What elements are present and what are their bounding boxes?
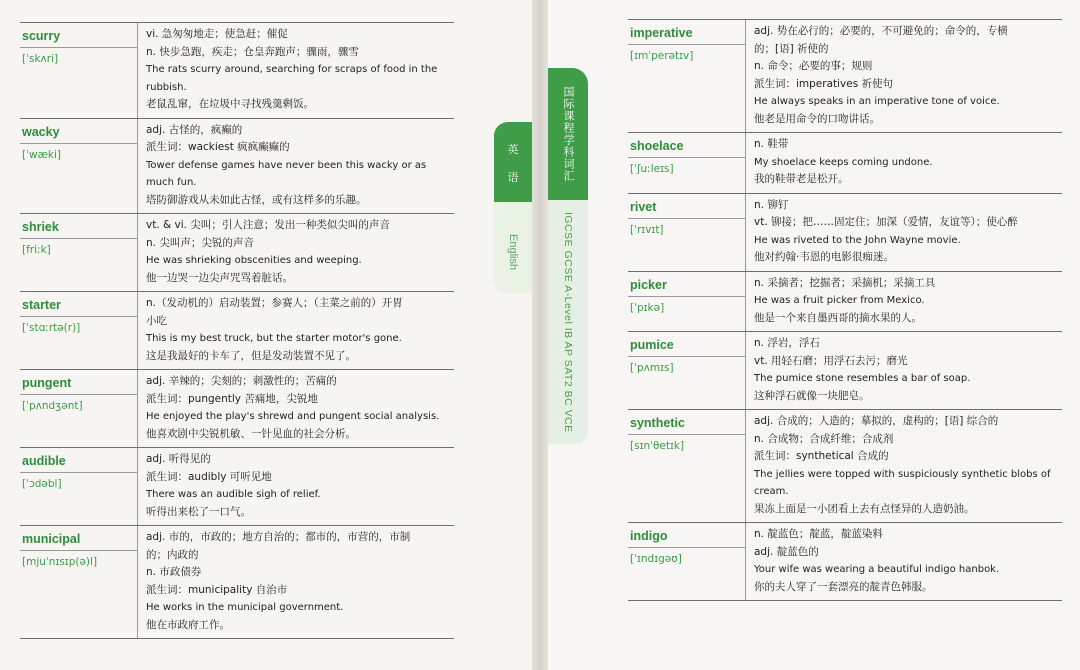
vocab-definition (138, 214, 454, 291)
english-section-tab (494, 122, 532, 294)
vocab-word: audible (22, 454, 66, 468)
definition-line: 的；[语] 祈使的 (754, 42, 829, 55)
tab-char-1: 英 (507, 143, 519, 156)
vocab-phonetic: [ˈrɪvɪt] (630, 223, 664, 236)
example-sentence-line: cream. (754, 486, 789, 497)
vocab-phonetic: [ˈstɑːrtə(r)] (22, 322, 81, 334)
vocab-definition (746, 332, 1062, 409)
vocab-headword-cell (628, 133, 746, 193)
vocab-headword-cell (20, 526, 138, 638)
vocab-word: rivet (630, 199, 657, 214)
definition-line: 的；内政的 (146, 548, 199, 561)
vocab-entry (628, 193, 1062, 271)
vocab-headword-cell (628, 332, 746, 409)
vocab-word: picker (630, 277, 667, 292)
vocab-definition (138, 119, 454, 214)
vocab-entry (20, 369, 454, 447)
vocab-entry (628, 19, 1062, 132)
definition-line: 他老是用命令的口吻讲话。 (754, 112, 880, 125)
vocab-word: indigo (630, 529, 668, 543)
curriculum-tab-title: 国际课程学科词汇 (548, 68, 588, 200)
vocab-headword-cell (20, 23, 138, 118)
example-sentence-line: He enjoyed the play's shrewd and pungent social analysis. (146, 411, 440, 422)
vocab-headword-cell (628, 523, 746, 600)
definition-line: adj. 市的，市政的；地方自治的；都市的，市营的，市制 (146, 531, 411, 543)
vocab-word: pumice (630, 338, 674, 352)
definition-line: vi. 急匆匆地走；使急赶；催促 (146, 28, 288, 40)
vocab-entry (20, 118, 454, 214)
vocab-phonetic: [mjuˈnɪsɪp(ə)l] (22, 556, 98, 568)
vocab-phonetic: [ˈskʌri] (22, 53, 59, 65)
definition-line: 派生词：synthetical 合成的 (754, 450, 889, 462)
vocab-definition (138, 448, 454, 525)
definition-line: 听得出来松了一口气。 (146, 505, 251, 518)
english-tab-label: English (507, 233, 519, 271)
definition-line: adj. 听得见的 (146, 453, 211, 465)
vocab-phonetic: [ˈɪndɪgəʊ] (630, 553, 682, 565)
tab-char-2: 语 (507, 171, 519, 184)
example-sentence-line: The rats scurry around, searching for scraps of food in the (146, 64, 438, 75)
definition-line: n. 命令；必要的事；规则 (754, 60, 873, 72)
example-sentence-line: My shoelace keeps coming undone. (754, 156, 933, 168)
vocab-word: pungent (22, 376, 72, 390)
definition-line: 老鼠乱窜，在垃圾中寻找残羹剩饭。 (146, 98, 314, 110)
vocab-word: starter (22, 298, 61, 312)
definition-line: 这是我最好的卡车了，但是发动装置不见了。 (146, 349, 356, 362)
definition-line: 他是一个来自墨西哥的摘水果的人。 (754, 311, 922, 324)
vocab-headword-cell (628, 410, 746, 522)
left-vocabulary-list (20, 22, 454, 639)
vocab-entry (20, 22, 454, 118)
definition-line: 他喜欢剧中尖锐机敏、一针见血的社会分析。 (146, 427, 356, 440)
definition-line: n. 采摘者；挖掘者；采摘机；采摘工具 (754, 276, 936, 289)
vocab-definition (746, 20, 1062, 132)
definition-line: n. 快步急跑，疾走；仓皇奔跑声；骤雨，骤雪 (146, 45, 359, 58)
definition-line: 派生词：imperatives 祈使句 (754, 77, 894, 90)
vocab-headword-cell (628, 194, 746, 271)
definition-line: n. 市政债券 (146, 566, 202, 578)
vocab-definition (138, 23, 454, 118)
example-sentence-line: Tower defense games have never been this wacky or as (146, 159, 427, 171)
example-sentence-line: rubbish. (146, 81, 187, 93)
vocab-phonetic: [ˈpʌndʒənt] (22, 400, 83, 412)
definition-line: n. 合成物；合成纤维；合成剂 (754, 432, 894, 445)
vocab-word: shriek (22, 220, 59, 234)
vocab-definition (746, 194, 1062, 271)
definition-line: 派生词：pungently 苦痛地，尖锐地 (146, 392, 318, 405)
example-sentence-line: Your wife was wearing a beautiful indigo hanbok. (754, 564, 1000, 575)
vocab-entry (20, 525, 454, 639)
example-sentence-line: The jellies were topped with suspiciously synthetic blobs of (754, 468, 1051, 480)
example-sentence-line: He was a fruit picker from Mexico. (754, 295, 925, 306)
definition-line: vt. 铆接；把……固定住；加深（爱情，友谊等）；使心醉 (754, 216, 1018, 228)
vocab-word: synthetic (630, 416, 685, 430)
vocab-definition (746, 410, 1062, 522)
example-sentence-line: There was an audible sigh of relief. (146, 489, 321, 500)
vocab-definition (746, 523, 1062, 600)
definition-line: adj. 靛蓝色的 (754, 545, 819, 558)
vocab-entry (628, 409, 1062, 522)
definition-line: vt. & vi. 尖叫；引人注意；发出一种类似尖叫的声音 (146, 219, 390, 231)
definition-line: n. 浮岩，浮石 (754, 337, 820, 349)
vocab-phonetic: [ˈʃuːleɪs] (630, 163, 674, 175)
vocab-entry (20, 291, 454, 369)
vocab-headword-cell (628, 20, 746, 132)
vocab-word: municipal (22, 532, 81, 546)
vocab-definition (138, 370, 454, 447)
vocab-definition (746, 133, 1062, 193)
book-gutter (532, 0, 548, 670)
definition-line: 小吃 (146, 314, 167, 327)
vocab-word: wacky (22, 124, 60, 139)
definition-line: n. 靛蓝色；靛蓝，靛蓝染料 (754, 528, 883, 540)
vocab-entry (628, 271, 1062, 332)
example-sentence-line: He always speaks in an imperative tone of voice. (754, 96, 1000, 107)
vocab-entry (20, 213, 454, 291)
example-sentence-line: This is my best truck, but the starter motor's gone. (146, 333, 402, 344)
example-sentence-line: He was riveted to the John Wayne movie. (754, 234, 961, 246)
vocab-word: scurry (22, 29, 61, 43)
definition-line: n.（发动机的）启动装置；参赛人；（主菜之前的）开胃 (146, 297, 403, 309)
vocab-entry (20, 447, 454, 525)
definition-line: adj. 古怪的，疯癫的 (146, 123, 243, 136)
example-sentence-line: He was shrieking obscenities and weeping. (146, 255, 362, 266)
vocab-definition (138, 292, 454, 369)
definition-line: 他在市政府工作。 (146, 618, 230, 631)
english-tab-chinese-label (494, 122, 532, 202)
vocab-phonetic: [ɪmˈperətɪv] (630, 50, 694, 62)
definition-line: 我的鞋带老是松开。 (754, 173, 849, 185)
vocab-phonetic: [ˈpɪkə] (630, 301, 665, 314)
vocab-entry (628, 331, 1062, 409)
vocab-definition (746, 272, 1062, 332)
vocab-headword-cell (20, 292, 138, 369)
definition-line: 塔防御游戏从未如此古怪，或有这样多的乐趣。 (146, 193, 367, 206)
curriculum-exam-list: IGCSE GCSE A-Level IB AP SAT2 BC VCE (562, 211, 574, 433)
definition-line: adj. 辛辣的；尖刻的；刺激性的；苦痛的 (146, 375, 337, 387)
example-sentence-line: The pumice stone resembles a bar of soap. (754, 373, 971, 384)
definition-line: 派生词：wackiest 疯疯癫癫的 (146, 141, 290, 153)
definition-line: 派生词：audibly 可听见地 (146, 470, 272, 483)
vocab-headword-cell (628, 272, 746, 332)
definition-line: 果冻上面是一小团看上去有点怪异的人造奶油。 (754, 502, 975, 515)
right-vocabulary-list (628, 19, 1062, 601)
vocab-word: imperative (630, 26, 693, 40)
definition-line: n. 铆钉 (754, 198, 789, 211)
vocab-phonetic: [ˈpʌmɪs] (630, 362, 674, 374)
definition-line: 你的夫人穿了一套漂亮的靛青色韩服。 (754, 580, 933, 593)
vocab-headword-cell (20, 448, 138, 525)
vocab-phonetic: [ˈɔdəbl] (22, 478, 62, 490)
vocab-headword-cell (20, 214, 138, 291)
example-sentence-line: He works in the municipal government. (146, 602, 344, 613)
curriculum-tab (548, 68, 588, 444)
vocab-headword-cell (20, 119, 138, 214)
example-sentence-line: much fun. (146, 177, 197, 188)
vocab-phonetic: [friːk] (22, 244, 51, 256)
definition-line: n. 尖叫声；尖锐的声音 (146, 236, 254, 249)
definition-line: adj. 势在必行的；必要的，不可避免的；命令的，专横 (754, 25, 1008, 37)
vocab-definition (138, 526, 454, 638)
vocab-entry (628, 132, 1062, 193)
vocab-phonetic: [sɪnˈθetɪk] (630, 440, 685, 452)
vocab-phonetic: [ˈwæki] (22, 148, 61, 161)
definition-line: adj. 合成的；人造的；摹拟的，虚构的；[语] 综合的 (754, 415, 999, 427)
definition-line: n. 鞋带 (754, 138, 789, 150)
vocab-headword-cell (20, 370, 138, 447)
vocab-entry (628, 522, 1062, 601)
vocab-word: shoelace (630, 139, 684, 153)
definition-line: vt. 用轻石磨；用浮石去污；磨光 (754, 354, 908, 367)
definition-line: 他一边哭一边尖声咒骂着脏话。 (146, 271, 293, 284)
definition-line: 他对约翰·韦恩的电影很痴迷。 (754, 251, 894, 263)
definition-line: 派生词：municipality 自治市 (146, 583, 288, 596)
definition-line: 这种浮石就像一块肥皂。 (754, 389, 870, 402)
